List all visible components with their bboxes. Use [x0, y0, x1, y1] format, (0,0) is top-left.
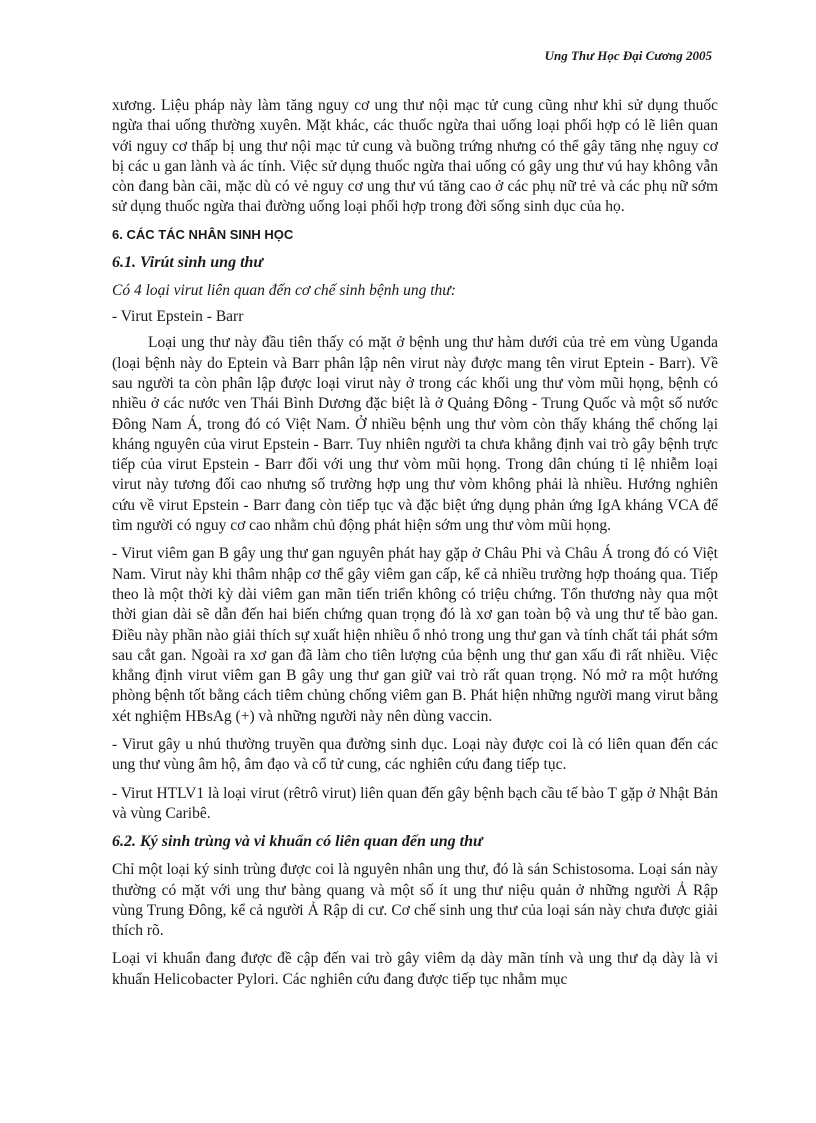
- paragraph-ebv-title: - Virut Epstein - Barr: [112, 308, 244, 326]
- paragraph-schistosoma: Chỉ một loại ký sinh trùng được coi là nguyên nhân ung thư, đó là sán Schistosoma. Loại sán này thường có mặt với ung thư bàng quang và một số ít ung thư niệu quản ở những người Ả Rập vùng Trung Đông, kể cả người Ả Rập di cư. Cơ chế sinh ung thư của loại sán này chưa được giải thích rõ.: [112, 861, 718, 940]
- subsection-heading-6-1: 6.1. Virút sinh ung thư: [112, 253, 263, 271]
- section-heading-6: 6. CÁC TÁC NHÂN SINH HỌC: [112, 226, 294, 242]
- subsection-heading-6-2: 6.2. Ký sinh trùng và vi khuẩn có liên quan đến ung thư: [112, 833, 483, 851]
- document-body: [112, 96, 718, 998]
- paragraph-hbv: - Virut viêm gan B gây ung thư gan nguyên phát hay gặp ở Châu Phi và Châu Á trong đó có Việt Nam. Virut này khi thâm nhập cơ thể gây viêm gan cấp, kể cả nhiều trường hợp thoáng qua. Tiếp theo là một thời kỳ dài viêm gan mãn tiến triển không có triệu chứng. Tổn thương này qua một thời gian dài sẽ dẫn đến hai biến chứng quan trọng đó là xơ gan toàn bộ và ung thư tế bào gan. Điều này phần nào giải thích sự xuất hiện nhiều ổ nhỏ trong ung thư gan và tính chất tái phát sớm sau cắt gan. Ngoài ra xơ gan đã làm cho tiên lượng của bệnh ung thư gan xấu đi rất nhiều. Việc khẳng định virut viêm gan B gây ung thư gan giữ vai trò rất quan trọng. Nó mở ra một hướng phòng bệnh tốt bằng cách tiêm chủng chống viêm gan B. Phát hiện những người mang virut bằng xét nghiệm HBsAg (+) và những người này nên dùng vaccin.: [112, 545, 718, 725]
- paragraph-virus-intro: Có 4 loại virut liên quan đến cơ chế sinh bệnh ung thư:: [112, 281, 456, 299]
- running-header: Ung Thư Học Đại Cương 2005: [544, 48, 712, 63]
- paragraph-h-pylori: Loại vi khuẩn đang được đề cập đến vai trò gây viêm dạ dày mãn tính và ung thư dạ dày là vi khuẩn Helicobacter Pylori. Các nghiên cứu đang được tiếp tục nhằm mục: [112, 950, 718, 988]
- paragraph-ebv-body: Loại ung thư này đầu tiên thấy có mặt ở bệnh ung thư hàm dưới của trẻ em vùng Uganda (loại bệnh này do Eptein và Barr phân lập nên virut này được mang tên virut Eptein - Barr). Về sau người ta còn phân lập được loại virut này ở trong các khối ung thư vòm mũi họng, bệnh có nhiều ở các nước ven Thái Bình Dương đặc biệt là ở Quảng Đông - Trung Quốc và một số nước Đông Nam Á, trong đó có Việt Nam. Ở nhiều bệnh ung thư vòm còn thấy kháng thể chống lại kháng nguyên của virut Epstein - Barr. Tuy nhiên người ta chưa khẳng định vai trò gây bệnh trực tiếp của virut Epstein - Barr đối với ung thư vòm mũi họng. Trong dân chúng tỉ lệ nhiễm loại virut này tương đối cao nhưng số trường hợp ung thư vòm không phải là nhiều. Hướng nghiên cứu về virut Epstein - Barr đang còn tiếp tục và đặc biệt ứng dụng phản ứng IgA kháng VCA để tìm người có nguy cơ cao nhằm chủ động phát hiện sớm ung thư vòm mũi họng.: [112, 334, 718, 535]
- paragraph-hormone-continuation: xương. Liệu pháp này làm tăng nguy cơ ung thư nội mạc tử cung cũng như khi sử dụng thuốc ngừa thai uống thường xuyên. Mặt khác, các thuốc ngừa thai uống loại phối hợp có lẽ liên quan với nguy cơ thấp bị ung thư nội mạc tử cung và buồng trứng nhưng có thể gây tăng nhẹ nguy cơ bị các u gan lành và ác tính. Việc sử dụng thuốc ngừa thai uống có gây ung thư vú hay không vẫn còn đang bàn cãi, mặc dù có vẻ nguy cơ ung thư vú tăng cao ở các phụ nữ trẻ và các phụ nữ sớm sử dụng thuốc ngừa thai đường uống loại phối hợp trong đời sống sinh dục của họ.: [112, 97, 718, 216]
- paragraph-hpv: - Virut gây u nhú thường truyền qua đường sinh dục. Loại này được coi là có liên quan đến các ung thư vùng âm hộ, âm đạo và cổ tử cung, các nghiên cứu đang tiếp tục.: [112, 736, 718, 774]
- paragraph-htlv: - Virut HTLV1 là loại virut (rêtrô virut) liên quan đến gây bệnh bạch cầu tế bào T gặp ở Nhật Bản và vùng Caribê.: [112, 784, 718, 822]
